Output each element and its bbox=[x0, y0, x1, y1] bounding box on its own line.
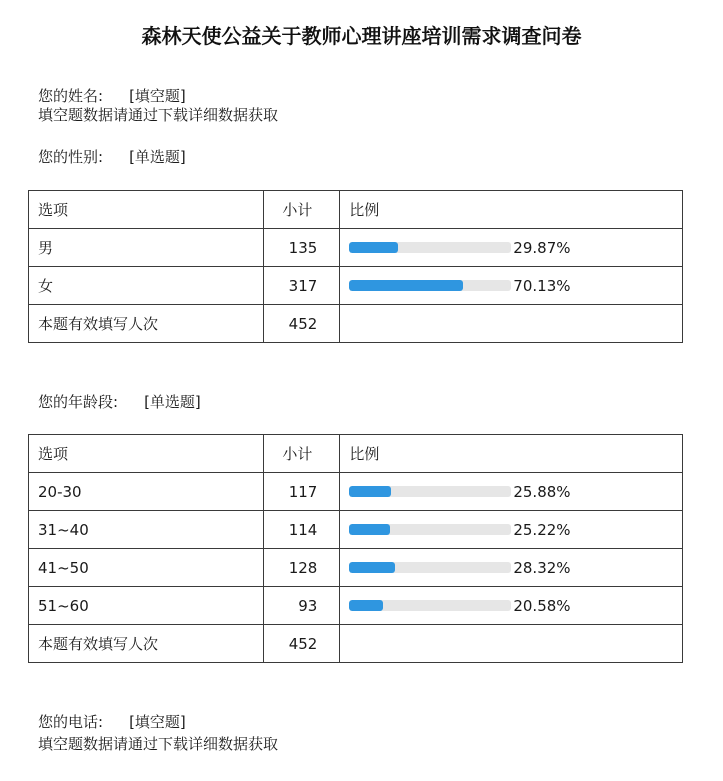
table-total-row bbox=[29, 305, 683, 343]
question-label: 您的姓名: bbox=[38, 87, 104, 105]
table-header-row bbox=[29, 435, 683, 473]
progress-fill bbox=[349, 486, 391, 497]
progress-bar bbox=[349, 280, 511, 291]
question-type: [填空题] bbox=[129, 713, 186, 731]
row-option: 41~50 bbox=[29, 549, 264, 587]
row-ratio bbox=[340, 473, 683, 511]
total-count: 452 bbox=[264, 305, 340, 343]
question-label: 您的性别: bbox=[38, 148, 104, 166]
age-table bbox=[28, 434, 683, 663]
progress-fill bbox=[349, 562, 395, 573]
progress-bar bbox=[349, 562, 511, 573]
header-option: 选项 bbox=[29, 435, 264, 473]
row-ratio bbox=[340, 587, 683, 625]
table-row bbox=[29, 587, 683, 625]
header-count: 小计 bbox=[264, 191, 340, 229]
progress-bar bbox=[349, 600, 511, 611]
header-count: 小计 bbox=[264, 435, 340, 473]
question-label: 您的年龄段: bbox=[38, 393, 119, 411]
row-option: 男 bbox=[29, 229, 264, 267]
header-ratio: 比例 bbox=[340, 435, 683, 473]
total-label: 本题有效填写人次 bbox=[29, 625, 264, 663]
question-type: [单选题] bbox=[144, 393, 201, 411]
question-label: 您的电话: bbox=[38, 713, 104, 731]
row-count: 93 bbox=[264, 587, 340, 625]
row-percent: 70.13% bbox=[513, 276, 571, 295]
row-count: 128 bbox=[264, 549, 340, 587]
row-percent: 29.87% bbox=[513, 238, 571, 257]
question-gender bbox=[38, 147, 186, 167]
question-note: 填空题数据请通过下载详细数据获取 bbox=[38, 735, 279, 753]
row-ratio bbox=[340, 229, 683, 267]
total-empty bbox=[340, 625, 683, 663]
total-count: 452 bbox=[264, 625, 340, 663]
progress-bar bbox=[349, 486, 511, 497]
row-count: 114 bbox=[264, 511, 340, 549]
table-row bbox=[29, 511, 683, 549]
row-ratio bbox=[340, 549, 683, 587]
row-ratio bbox=[340, 511, 683, 549]
row-option: 51~60 bbox=[29, 587, 264, 625]
row-count: 317 bbox=[264, 267, 340, 305]
row-percent: 25.22% bbox=[513, 520, 571, 539]
table-row bbox=[29, 549, 683, 587]
gender-table bbox=[28, 190, 683, 343]
row-option: 女 bbox=[29, 267, 264, 305]
question-note: 填空题数据请通过下载详细数据获取 bbox=[38, 106, 279, 124]
row-percent: 20.58% bbox=[513, 596, 571, 615]
progress-fill bbox=[349, 242, 397, 253]
progress-fill bbox=[349, 280, 463, 291]
row-option: 31~40 bbox=[29, 511, 264, 549]
table-row bbox=[29, 267, 683, 305]
progress-fill bbox=[349, 600, 382, 611]
row-count: 117 bbox=[264, 473, 340, 511]
header-ratio: 比例 bbox=[340, 191, 683, 229]
row-option: 20-30 bbox=[29, 473, 264, 511]
question-type: [填空题] bbox=[129, 87, 186, 105]
table-header-row bbox=[29, 191, 683, 229]
progress-bar bbox=[349, 524, 511, 535]
total-label: 本题有效填写人次 bbox=[29, 305, 264, 343]
table-total-row bbox=[29, 625, 683, 663]
question-name bbox=[38, 86, 186, 106]
progress-fill bbox=[349, 524, 390, 535]
page-title: 森林天使公益关于教师心理讲座培训需求调查问卷 bbox=[141, 24, 582, 48]
question-type: [单选题] bbox=[129, 148, 186, 166]
header-option: 选项 bbox=[29, 191, 264, 229]
question-phone bbox=[38, 712, 186, 732]
table-row bbox=[29, 473, 683, 511]
row-percent: 25.88% bbox=[513, 482, 571, 501]
question-age bbox=[38, 392, 201, 412]
table-row bbox=[29, 229, 683, 267]
row-count: 135 bbox=[264, 229, 340, 267]
progress-bar bbox=[349, 242, 511, 253]
total-empty bbox=[340, 305, 683, 343]
row-percent: 28.32% bbox=[513, 558, 571, 577]
row-ratio bbox=[340, 267, 683, 305]
